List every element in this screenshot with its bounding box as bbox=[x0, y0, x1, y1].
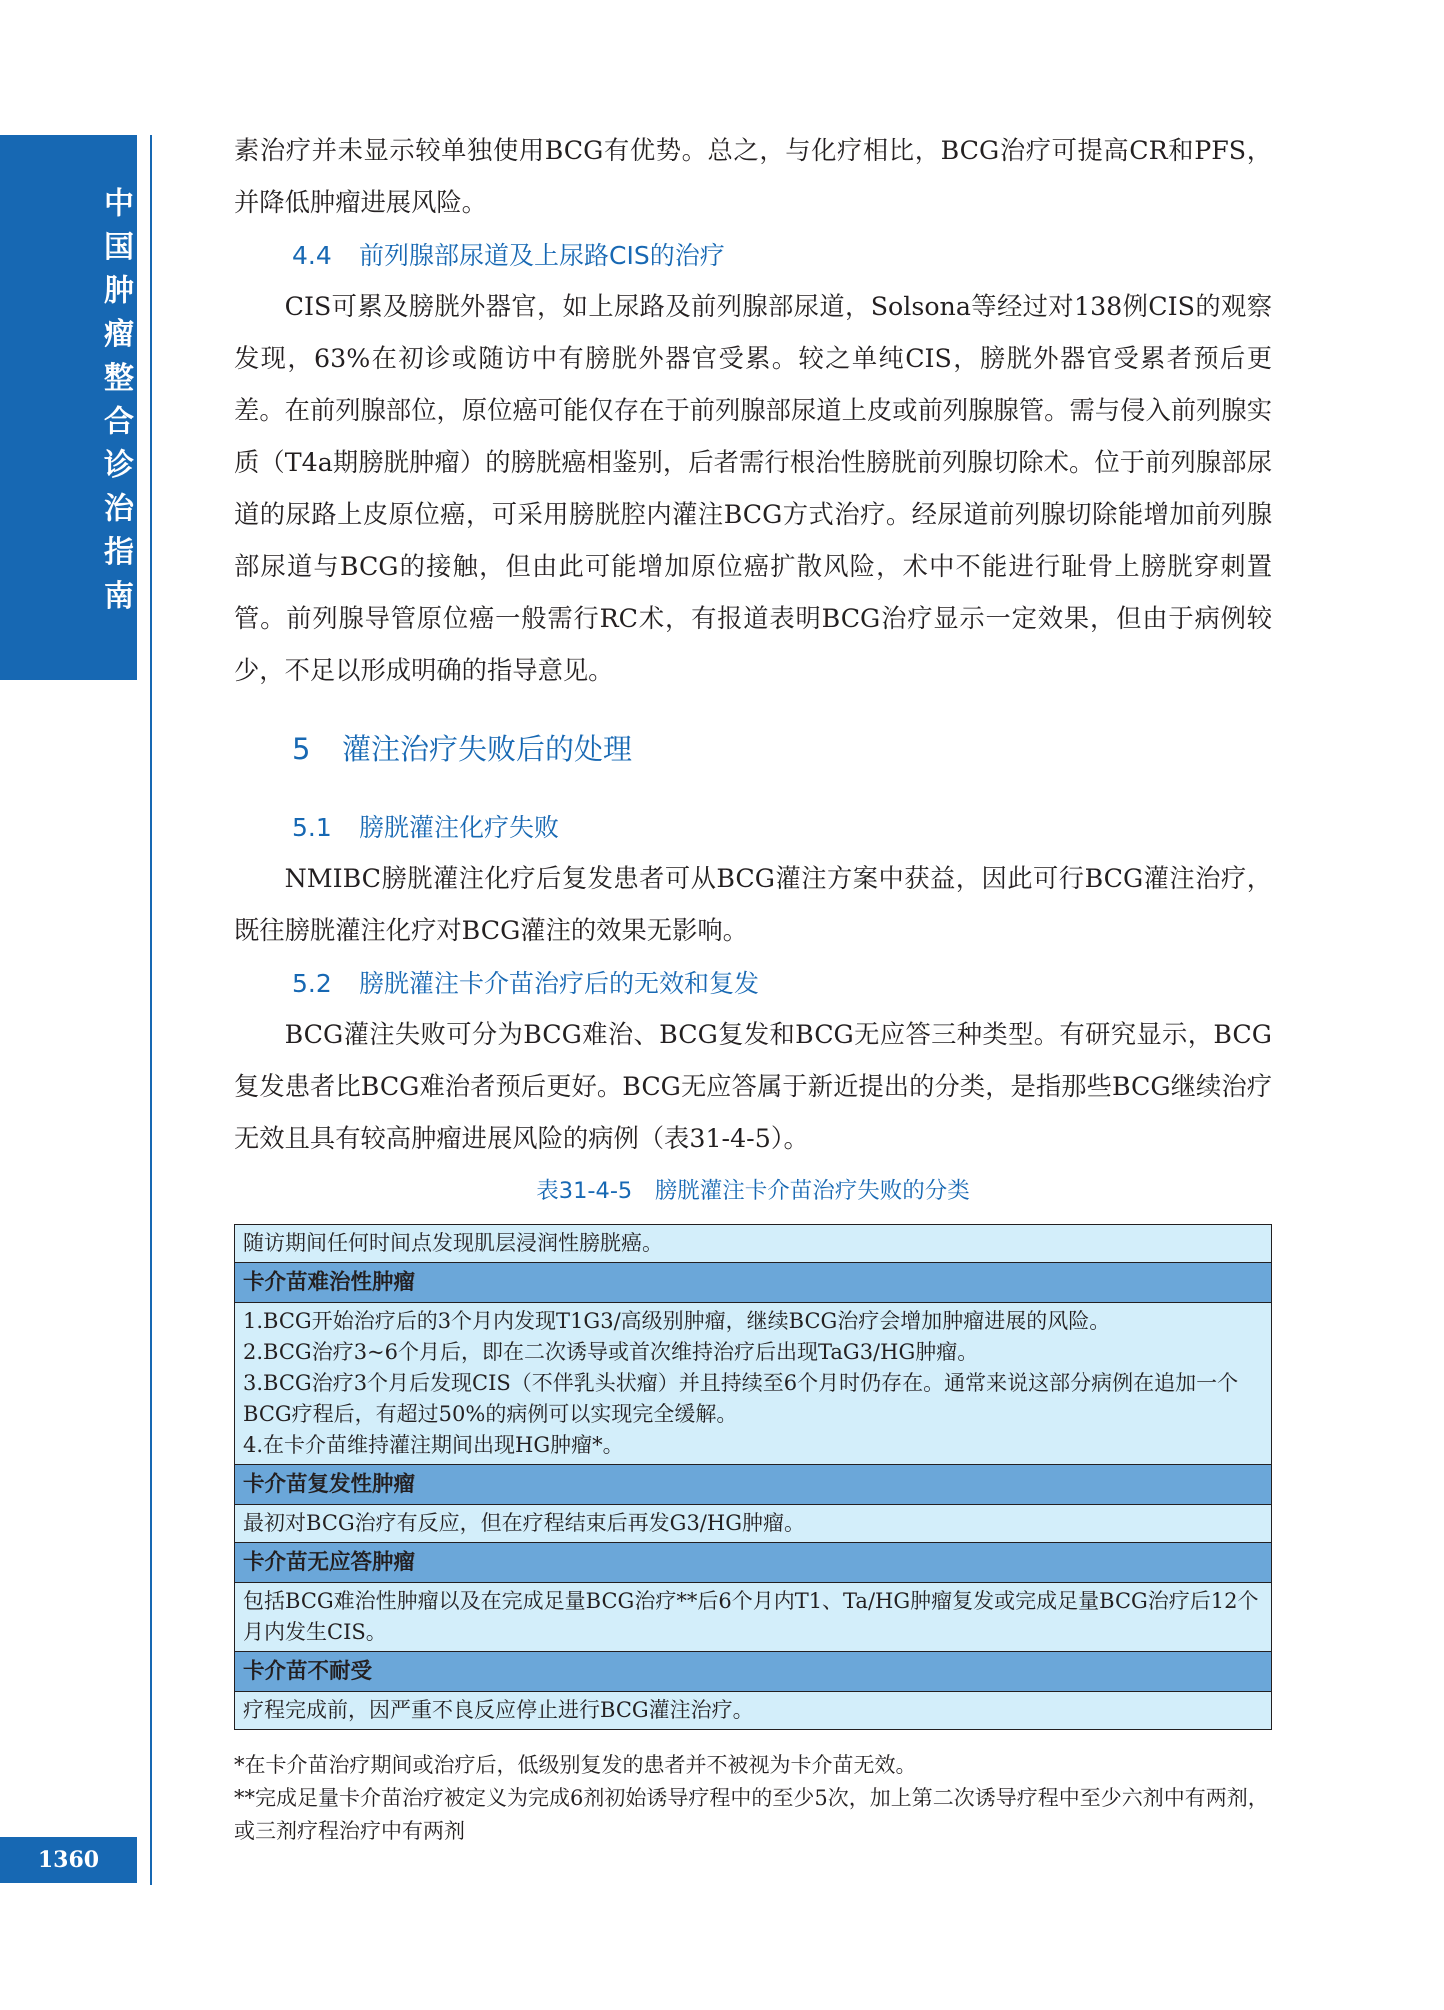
section-heading-5-2 bbox=[292, 964, 759, 1000]
footnote: **完成足量卡介苗治疗被定义为完成6剂初始诱导疗程中的至少5次，加上第二次诱导疗程中至少六剂中有两剂，或三剂疗程治疗中有两剂 bbox=[234, 1786, 1269, 1843]
table-category-header: 卡介苗无应答肿瘤 bbox=[243, 1550, 416, 1575]
table-row bbox=[235, 1302, 1271, 1464]
table-header-row bbox=[235, 1464, 1271, 1504]
table-category-header: 卡介苗难治性肿瘤 bbox=[243, 1270, 416, 1295]
section-title: 灌注治疗失败后的处理 bbox=[342, 732, 633, 766]
side-rule bbox=[150, 135, 152, 1885]
section-heading-4-4 bbox=[292, 236, 725, 272]
section-heading-5-1 bbox=[292, 808, 559, 844]
paragraph-cis: CIS可累及膀胱外器官，如上尿路及前列腺部尿道，Solsona等经过对138例CIS的观察发现，63%在初诊或随访中有膀胱外器官受累。较之单纯CIS，膀胱外器官受累者预后更差。在前列腺部位，原位癌可能仅存在于前列腺部尿道上皮或前列腺腺管。需与侵入前列腺实质（T4a期膀胱肿瘤）的膀胱癌相鉴别，后者需行根治性膀胱前列腺切除术。位于前列腺部尿道的尿路上皮原位癌，可采用膀胱腔内灌注BCG方式治疗。经尿道前列腺切除能增加前列腺部尿道与BCG的接触，但由此可能增加原位癌扩散风险，术中不能进行耻骨上膀胱穿刺置管。前列腺导管原位癌一般需行RC术，有报道表明BCG治疗显示一定效果，但由于病例较少，不足以形成明确的指导意见。 bbox=[234, 292, 1272, 685]
table-category-header: 卡介苗复发性肿瘤 bbox=[243, 1472, 416, 1497]
section-title: 膀胱灌注卡介苗治疗后的无效和复发 bbox=[359, 969, 760, 998]
section-title: 前列腺部尿道及上尿路CIS的治疗 bbox=[359, 241, 725, 270]
table-header-row bbox=[235, 1542, 1271, 1582]
table-header-row bbox=[235, 1651, 1271, 1691]
paragraph-continued: 素治疗并未显示较单独使用BCG有优势。总之，与化疗相比，BCG治疗可提高CR和PFS，并降低肿瘤进展风险。 bbox=[234, 136, 1272, 217]
table-caption: 表31-4-5 膀胱灌注卡介苗治疗失败的分类 bbox=[536, 1178, 970, 1204]
section-number: 5.2 bbox=[292, 969, 332, 998]
page-number: 1360 bbox=[0, 1837, 137, 1883]
table-footnotes bbox=[234, 1749, 1272, 1848]
table-cell: 随访期间任何时间点发现肌层浸润性膀胱癌。 bbox=[243, 1231, 663, 1255]
table-cell: 1.BCG开始治疗后的3个月内发现T1G3/高级别肿瘤，继续BCG治疗会增加肿瘤进展的风险。 bbox=[243, 1309, 1111, 1333]
table-cell: 2.BCG治疗3~6个月后，即在二次诱导或首次维持治疗后出现TaG3/HG肿瘤。 bbox=[243, 1340, 979, 1364]
section-number: 4.4 bbox=[292, 241, 332, 270]
section-number: 5.1 bbox=[292, 813, 332, 842]
section-heading-5 bbox=[292, 727, 632, 768]
section-title: 膀胱灌注化疗失败 bbox=[359, 813, 560, 842]
table-header-row bbox=[235, 1262, 1271, 1302]
table-row bbox=[235, 1582, 1271, 1651]
table-row bbox=[235, 1691, 1271, 1729]
table-row bbox=[235, 1225, 1271, 1262]
table-cell: 疗程完成前，因严重不良反应停止进行BCG灌注治疗。 bbox=[243, 1698, 754, 1722]
footnote: *在卡介苗治疗期间或治疗后，低级别复发的患者并不被视为卡介苗无效。 bbox=[234, 1753, 917, 1777]
section-number: 5 bbox=[292, 732, 311, 766]
table-cell: 4.在卡介苗维持灌注期间出现HG肿瘤*。 bbox=[243, 1433, 624, 1457]
table-row bbox=[235, 1504, 1271, 1542]
table-category-header: 卡介苗不耐受 bbox=[243, 1659, 373, 1684]
paragraph-bcg-failure: BCG灌注失败可分为BCG难治、BCG复发和BCG无应答三种类型。有研究显示，BCG复发患者比BCG难治者预后更好。BCG无应答属于新近提出的分类，是指那些BCG继续治疗无效且具有较高肿瘤进展风险的病例（表31-4-5）。 bbox=[234, 1020, 1272, 1153]
book-title: 中国肿瘤整合诊治指南 bbox=[98, 187, 133, 623]
table-cell: 3.BCG治疗3个月后发现CIS（不伴乳头状瘤）并且持续至6个月时仍存在。通常来说这部分病例在追加一个BCG疗程后，有超过50%的病例可以实现完全缓解。 bbox=[243, 1371, 1239, 1426]
paragraph-chemo-failure: NMIBC膀胱灌注化疗后复发患者可从BCG灌注方案中获益，因此可行BCG灌注治疗，既往膀胱灌注化疗对BCG灌注的效果无影响。 bbox=[234, 864, 1272, 945]
table-cell: 包括BCG难治性肿瘤以及在完成足量BCG治疗**后6个月内T1、Ta/HG肿瘤复发或完成足量BCG治疗后12个月内发生CIS。 bbox=[243, 1589, 1259, 1644]
classification-table bbox=[234, 1224, 1272, 1730]
table-cell: 最初对BCG治疗有反应，但在疗程结束后再发G3/HG肿瘤。 bbox=[243, 1511, 805, 1535]
